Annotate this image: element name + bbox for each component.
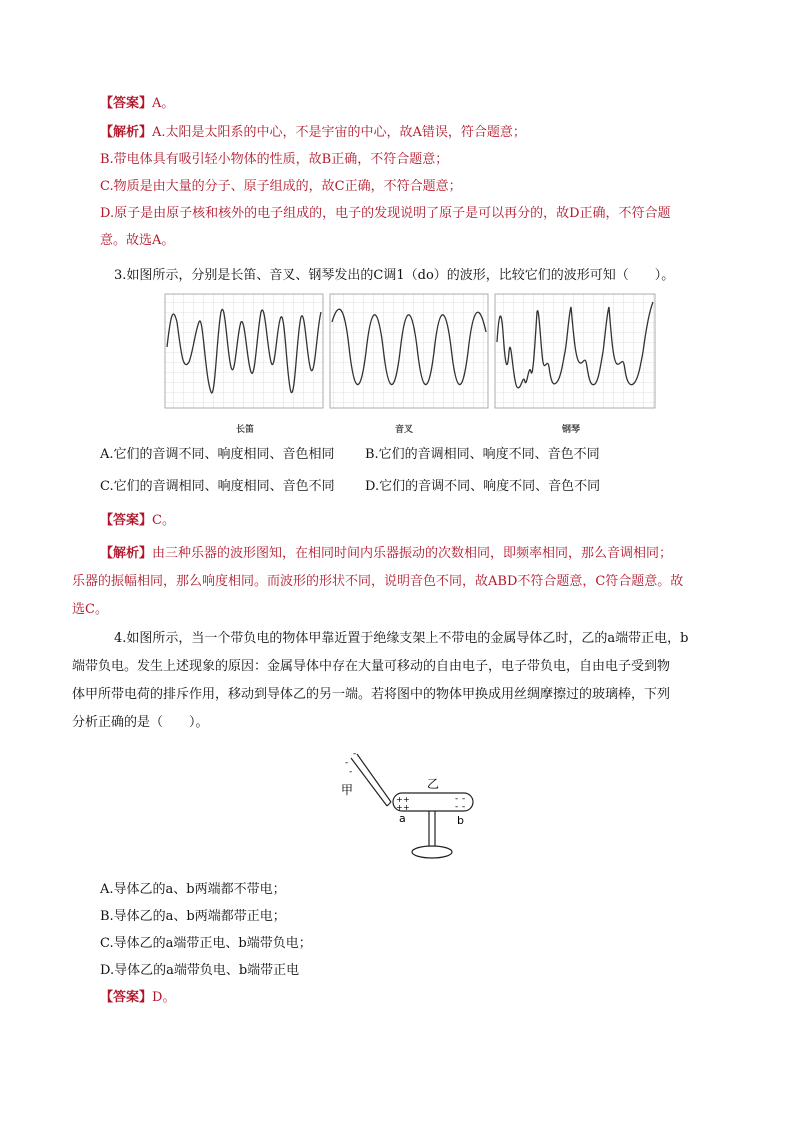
q3-option-b: B.它们的音调相同、响度不同、音色不同	[365, 447, 600, 462]
rod-minus-sign: -	[349, 767, 353, 777]
waveform-svg	[163, 292, 657, 410]
minus-sign: -	[455, 802, 459, 812]
label-yi: 乙	[427, 777, 440, 791]
answer-text: A。	[152, 96, 175, 111]
waveform-figure	[163, 292, 657, 410]
rod-edge	[357, 754, 391, 802]
rod-minus-sign: -	[353, 749, 357, 759]
rod-edge	[351, 758, 387, 806]
q3-answer	[100, 511, 730, 531]
answer-tag: 【答案】	[100, 990, 153, 1005]
q2-analysis-line: D.原子是由原子核和核外的电子组成的，电子的发现说明了原子是可以再分的，故D正确，不符合题	[100, 206, 671, 221]
answer-text: D。	[152, 990, 176, 1005]
q2-analysis-line: B.带电体具有吸引轻小物体的性质，故B正确，不符合题意；	[100, 152, 449, 167]
q4-stem-line: 端带负电。发生上述现象的原因：金属导体中存在大量可移动的自由电子，电子带负电，自由电子受到物	[72, 659, 671, 674]
q3-option-d: D.它们的音调不同、响度不同、音色不同	[365, 479, 601, 494]
flute-waveform-panel	[165, 294, 323, 408]
q4-option-a: A.导体乙的a、b两端都不带电；	[100, 882, 286, 897]
caption-piano: 钢琴	[562, 425, 581, 435]
q4-option-c: C.导体乙的a端带正电、b端带负电；	[100, 936, 312, 951]
minus-sign: -	[462, 802, 466, 812]
q3-stem: 3.如图所示，分别是长笛、音叉、钢琴发出的C调1（do）的波形，比较它们的波形可知（ ）。	[114, 268, 675, 283]
label-a: a	[399, 812, 406, 825]
analysis-tag: 【解析】	[100, 125, 153, 140]
q3-analysis-line: 选C。	[72, 602, 108, 617]
q4-stem-line: 分析正确的是（ ）。	[72, 715, 209, 730]
analysis-text: A.太阳是太阳系的中心，不是宇宙的中心，故A错误，符合题意；	[152, 125, 526, 140]
piano-waveform-panel	[495, 294, 655, 408]
label-b: b	[457, 814, 464, 827]
stand-base	[412, 846, 452, 858]
analysis-tag: 【解析】	[100, 546, 153, 561]
q3-analysis-line: 乐器的振幅相同，那么响度相同。而波形的形状不同，说明音色不同，故ABD不符合题意，C符合题意。故	[72, 574, 684, 589]
answer-tag: 【答案】	[100, 96, 153, 111]
label-jia: 甲	[341, 783, 354, 797]
q2-analysis-line: C.物质是由大量的分子、原子组成的，故C正确，不符合题意；	[100, 179, 462, 194]
minus-sign: -	[455, 794, 459, 804]
plus-sign: +	[396, 795, 403, 804]
minus-sign: -	[462, 794, 466, 804]
tuning-fork-waveform-panel	[330, 294, 488, 408]
analysis-text: 由三种乐器的波形图知，在相同时间内乐器振动的次数相同，即频率相同，那么音调相同；	[152, 546, 673, 561]
q2-analysis-line	[100, 123, 730, 143]
q3-option-c: C.它们的音调相同、响度相同、音色不同	[100, 479, 335, 494]
q3-analysis-line	[100, 544, 730, 564]
plus-sign: +	[403, 795, 410, 804]
q3-option-a: A.它们的音调不同、响度相同、音色相同	[100, 447, 335, 462]
q4-option-b: B.导体乙的a、b两端都带正电；	[100, 909, 286, 924]
answer-tag: 【答案】	[100, 513, 153, 528]
q2-answer	[100, 94, 730, 114]
caption-tuning-fork: 音叉	[395, 425, 414, 435]
q4-option-d: D.导体乙的a端带负电、b端带正电	[100, 963, 300, 978]
q4-stem-line: 4.如图所示，当一个带负电的物体甲靠近置于绝缘支架上不带电的金属导体乙时，乙的a端带正电，b	[114, 631, 689, 646]
q4-answer	[100, 988, 730, 1008]
answer-text: C。	[152, 513, 175, 528]
plus-sign: +	[403, 803, 410, 812]
caption-flute: 长笛	[236, 425, 255, 435]
rod-minus-sign: -	[345, 758, 349, 768]
charged-conductor-svg	[335, 748, 485, 864]
q4-stem-line: 体甲所带电荷的排斥作用，移动到导体乙的另一端。若将图中的物体甲换成用丝绸摩擦过的玻璃棒，下列	[72, 687, 671, 702]
charged-conductor-figure	[335, 748, 485, 864]
plus-sign: +	[396, 803, 403, 812]
q2-analysis-line: 意。故选A。	[100, 233, 175, 248]
